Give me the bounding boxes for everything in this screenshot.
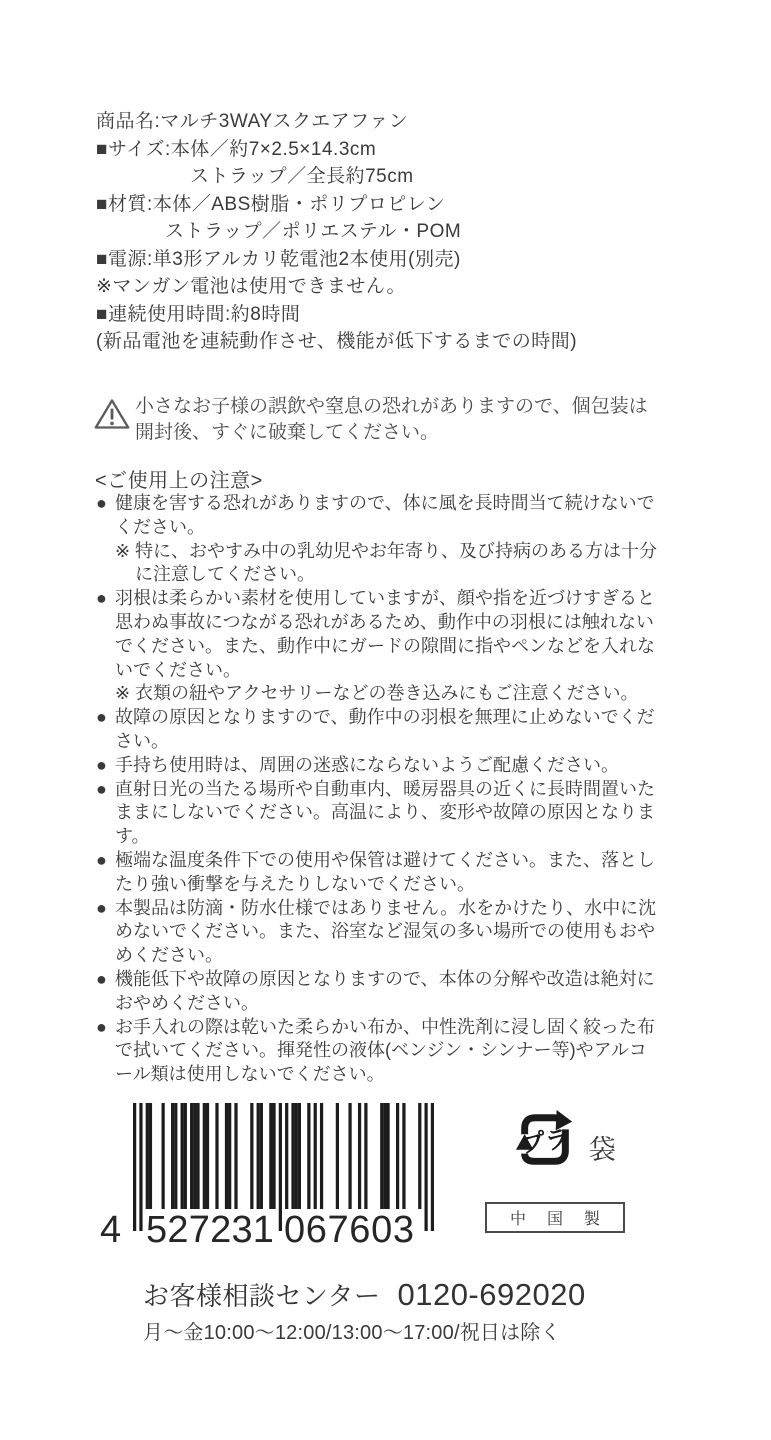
caution-item <box>96 897 663 968</box>
caution-subnote <box>115 682 663 706</box>
bullet-marker: ● <box>96 849 107 870</box>
caution-text: 手持ち使用時は、周囲の迷惑にならないようご配慮ください。 <box>115 754 619 775</box>
caution-text: 機能低下や故障の原因となりますので、本体の分解や改造は絶対におやめください。 <box>115 968 655 1013</box>
barcode-left-digits: 5 2 7 2 3 1 <box>144 1209 276 1252</box>
spec-line-strap-material: ストラップ／ポリエステル・POM <box>165 221 462 242</box>
caution-item <box>96 849 663 897</box>
spec-line-strap-size: ストラップ／全長約75cm <box>190 166 414 187</box>
caution-text: 直射日光の当たる場所や自動車内、暖房器具の近くに長時間置いたままにしないでください。高温により、変形や故障の原因となります。 <box>115 778 655 847</box>
barcode-lead-digit: 4 <box>100 1209 122 1251</box>
made-in-box <box>485 1202 625 1233</box>
product-spec-block <box>96 108 696 356</box>
barcode-right-digits: 0 6 7 6 0 3 <box>282 1209 416 1252</box>
caution-text: 羽根は柔らかい素材を使用していますが、顔や指を近づけすぎると思わぬ事故につながる恐れがあるため、動作中の羽根には触れないでください。また、動作中にガードの隙間に指やペンなどを入れないでください。 <box>115 588 655 680</box>
spec-line-size: ■サイズ:本体／約7×2.5×14.3cm <box>96 138 377 160</box>
warning-text: 小さなお子様の誤飲や窒息の恐れがありますので、個包装は開封後、すぐに破棄してください。 <box>135 396 648 443</box>
caution-item <box>96 968 663 1016</box>
spec-line-material: ■材質:本体／ABS樹脂・ポリプロピレン <box>96 193 446 215</box>
bullet-marker: ● <box>96 588 107 609</box>
caution-text: 本製品は防滴・防水仕様ではありません。水をかけたり、水中に沈めないでください。また、浴室など湿気の多い場所での使用もおやめください。 <box>115 897 657 966</box>
made-in-label: 中国製 <box>509 1211 621 1228</box>
note-text: 衣類の紐やアクセサリーなどの巻き込みにもご注意ください。 <box>135 683 639 704</box>
caution-text: お手入れの際は乾いた柔らかい布か、中性洗剤に浸し固く絞った布で拭いてください。揮発性の液体(ベンジン・シンナー等)やアルコール類は使用しないでください。 <box>115 1016 655 1085</box>
caution-text: 故障の原因となりますので、動作中の羽根を無理に止めないでください。 <box>115 707 655 751</box>
spec-line-runtime: ■連続使用時間:約8時間 <box>96 303 301 325</box>
recycle-material-label: プラ <box>519 1125 571 1159</box>
note-marker: ※ <box>115 683 131 704</box>
contact-phone: 0120-692020 <box>397 1277 586 1312</box>
bullet-marker: ● <box>96 1016 107 1037</box>
caution-heading: <ご使用上の注意> <box>95 470 263 492</box>
bullet-marker: ● <box>96 968 107 989</box>
warning-triangle-icon <box>94 397 130 436</box>
contact-title: お客様相談センター <box>143 1281 381 1311</box>
caution-subnote <box>115 540 663 588</box>
caution-text: 健康を害する恐れがありますので、体に風を長時間当て続けないでください。 <box>115 493 655 537</box>
caution-text: 極端な温度条件下での使用や保管は避けてください。また、落としたり強い衝撃を与えたりしないでください。 <box>115 849 655 894</box>
caution-item <box>96 492 663 540</box>
spec-line-battery-note: ※マンガン電池は使用できません。 <box>96 276 407 297</box>
bullet-marker: ● <box>96 493 107 513</box>
note-text: 特に、おやすみ中の乳幼児やお年寄り、及び持病のある方は十分に注意してください。 <box>135 540 657 585</box>
ean13-barcode <box>100 1103 463 1253</box>
recycle-arrows-icon <box>514 1108 576 1172</box>
caution-item <box>96 706 663 754</box>
bullet-marker: ● <box>96 897 107 918</box>
note-marker: ※ <box>115 540 131 561</box>
caution-item <box>96 778 663 849</box>
caution-item <box>96 1016 663 1087</box>
spec-line-runtime-note: (新品電池を連続動作させ、機能が低下するまでの時間) <box>96 331 578 352</box>
bullet-marker: ● <box>96 778 107 799</box>
caution-list <box>96 492 663 1087</box>
bullet-marker: ● <box>96 707 107 728</box>
bullet-marker: ● <box>96 754 107 775</box>
spec-line-power: ■電源:単3形アルカリ乾電池2本使用(別売) <box>96 248 461 270</box>
contact-section <box>143 1276 586 1345</box>
contact-hours: 月〜金10:00〜12:00/13:00〜17:00/祝日は除く <box>143 1322 561 1344</box>
spec-line-product-name: 商品名:マルチ3WAYスクエアファン <box>96 111 409 132</box>
caution-item <box>96 754 663 778</box>
caution-item <box>96 587 663 682</box>
recycle-item-label: 袋 <box>589 1134 616 1165</box>
warning-note <box>94 394 669 446</box>
contact-line <box>143 1276 586 1313</box>
plastic-recycle-mark <box>514 1108 616 1172</box>
